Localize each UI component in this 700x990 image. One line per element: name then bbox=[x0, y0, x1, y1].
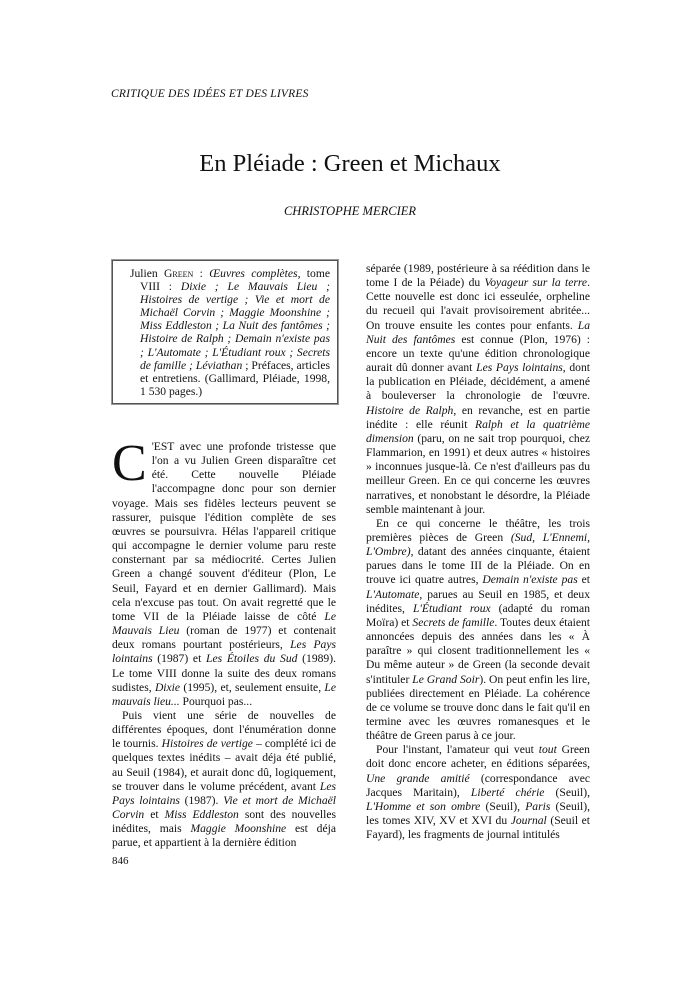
italic-title: Vie et mort de Michaël Corvin bbox=[112, 793, 336, 822]
right-column bbox=[366, 262, 590, 842]
italic-title: Les Pays lointains bbox=[476, 361, 563, 375]
book-notice bbox=[130, 267, 330, 398]
paragraph-text bbox=[366, 262, 590, 516]
paragraph bbox=[112, 709, 336, 851]
text-run: sont des nouvelles inédites, mais bbox=[112, 808, 336, 836]
italic-title: Une grande amitié bbox=[366, 771, 470, 785]
text-run: Pour l'instant, l'amateur qui veut bbox=[376, 743, 539, 757]
text-run: (correspondance avec Jacques Maritain), bbox=[366, 771, 591, 799]
italic-title: L'Étudiant roux bbox=[412, 601, 491, 615]
text-run: , datant des années cinquante, étaient parues dans le tome III de la Pléiade. On en trouve ici quatre autres, bbox=[366, 545, 590, 587]
text-run: . Toutes deux étaient annoncées depuis des années dans les « À paraître » qui closent traditionnellement les « Du même auteur » de Green (la seconde devait s'intituler bbox=[366, 615, 590, 686]
notice-titles: Dixie ; Le Mauvais Lieu ; Histoires de vertige ; Vie et mort de Michaël Corvin ; Maggie Moonshine ; Miss Eddleston ; La Nuit des fantômes ; Histoire de Ralph ; Demain n'existe pas ; L'Automate ; L'Étudiant roux ; Secrets de famille ; Léviathan bbox=[140, 280, 330, 372]
italic-title: Maggie Moonshine bbox=[190, 822, 287, 836]
text-run: (1987) et bbox=[152, 652, 207, 666]
text-run: (Seuil et Fayard), les fragments de journal intitulés bbox=[366, 814, 590, 842]
italic-title: Le mauvais lieu... bbox=[112, 680, 337, 708]
text-run: Green doit donc encore acheter, en éditions séparées, bbox=[366, 743, 590, 771]
book-notice-text bbox=[130, 267, 330, 398]
text-run: (Seuil), bbox=[480, 799, 526, 813]
text-run: 'EST avec une profonde tristesse que l'on a vu Julien Green disparaître cet été. Cette nouvelle Pléiade l'accompagne donc pour son dernier voyage. Mais ses fidèles lecteurs peuvent se rassurer, puisque l'édition complète de ses œuvres se poursuivra. Hélas l'appareil critique qui accompagne le dernier volume paru reste consternant par sa médiocrité. Certes Julien Green a changé souvent d'éditeur (Plon, Le Seuil, Fayard et en dernier Gallimard). Mais cela n'excuse pas tout. On avait regretté que le tome VII de la Pléiade laisse de côté bbox=[112, 440, 336, 623]
text-run: (Seuil), les tomes XIV, XV et XVI du bbox=[366, 799, 590, 828]
italic-title: Demain n'existe pas bbox=[482, 573, 578, 587]
italic-title: Voyageur sur la terre bbox=[484, 276, 588, 290]
italic-title: Journal bbox=[510, 814, 547, 828]
italic-title: Les Étoiles du Sud bbox=[206, 652, 298, 666]
italic-title: Miss Eddleston bbox=[164, 808, 239, 822]
paragraph bbox=[366, 517, 590, 744]
text-run: (1995), et, seulement ensuite, bbox=[180, 680, 325, 694]
text-run: , parues au Seuil en 1985, et deux inédites, bbox=[366, 587, 590, 615]
text-run: est déja parue, et appartient à la dernière édition bbox=[112, 822, 336, 850]
text-run: (Seuil), bbox=[544, 785, 590, 799]
text-run: . Cette nouvelle est donc ici esseulée, orpheline du recueil qui l'avait provisoirement abritée... On trouve ensuite les contes pour enfants. bbox=[366, 276, 590, 332]
paragraph-text bbox=[112, 709, 336, 849]
italic-title: Histoires de vertige bbox=[161, 737, 253, 751]
text-run: – complété ici de quelques textes inédits – avait déja été publié, au Seuil (1984), et aurait donc dû, logiquement, se trouver dans le volume précédent, avant bbox=[112, 737, 336, 793]
text-run: (1989). Le tome VIII donne la suite des deux romans sudistes, bbox=[112, 652, 336, 694]
notice-work: Œuvres complètes bbox=[209, 267, 298, 280]
italic-title: Les Pays lointains bbox=[112, 779, 336, 807]
text-run: Puis vient une série de nouvelles de différentes époques, dont l'énumération donne le tournis. bbox=[112, 708, 336, 751]
italic-title: Le Mauvais Lieu bbox=[112, 609, 336, 638]
article-title: En Pléiade : Green et Michaux bbox=[199, 150, 501, 177]
page-number: 846 bbox=[112, 855, 129, 867]
text-run: (roman de 1977) et contenait deux romans pourtant postérieurs, bbox=[112, 624, 337, 652]
text-run: , en revanche, est en partie inédite : elle réunit bbox=[366, 403, 590, 431]
notice-separator: : bbox=[193, 267, 210, 280]
notice-author-last: Green bbox=[164, 267, 194, 280]
text-run: (1987). bbox=[179, 793, 224, 807]
italic-title: Paris bbox=[525, 799, 551, 813]
notice-volume: , tome VIII : bbox=[140, 267, 330, 294]
paragraph bbox=[366, 743, 590, 842]
notice-rest: ; Préfaces, articles et entretiens. (Gallimard, Pléiade, 1998, 1 530 pages.) bbox=[140, 358, 330, 398]
italic-title: La Nuit des fantômes bbox=[366, 318, 590, 346]
text-run: (paru, on ne sait trop pourquoi, chez Flammarion, en 1991) et deux autres « histoires » inconnues jusque-là. Ce n'est d'ailleurs pas du meilleur Green. En ce qui concerne les œuvres narratives, et nonobstant le désordre, la Pléiade semble maintenant à jour. bbox=[366, 431, 590, 516]
italic-title: Histoire de Ralph bbox=[366, 403, 454, 417]
book-notice-box bbox=[112, 260, 338, 404]
paragraph-text bbox=[366, 743, 590, 841]
left-column bbox=[112, 435, 337, 851]
text-run: ). On peut enfin les lire, publiées directement en Pléiade. La cohérence de ce volume se trouve donc dans le fait qu'il en termine avec les œuvres romanesques et le théâtre de Green parus à ce jour. bbox=[366, 672, 590, 743]
running-head: CRITIQUE DES IDÉES ET DES LIVRES bbox=[111, 88, 309, 100]
article-author: CHRISTOPHE MERCIER bbox=[283, 204, 417, 218]
italic-title: Liberté chérie bbox=[470, 785, 545, 799]
italic-title: L'Automate bbox=[366, 587, 420, 601]
italic-title: tout bbox=[538, 743, 557, 757]
paragraph bbox=[366, 262, 590, 517]
paragraph bbox=[112, 435, 337, 709]
paragraph-text bbox=[366, 517, 590, 742]
italic-title: Dixie bbox=[154, 680, 181, 694]
text-run: et bbox=[577, 573, 590, 587]
text-run: En ce qui concerne le théâtre, les trois premières pièces de Green bbox=[366, 516, 590, 544]
text-run: Pourquoi pas... bbox=[179, 694, 253, 708]
text-run: (adapté du roman Moïra) et bbox=[366, 601, 590, 629]
italic-title: Secrets de famille bbox=[412, 615, 495, 629]
notice-author-first: Julien bbox=[130, 267, 165, 280]
text-run: séparée (1989, postérieure à sa réédition dans le tome I de la Péiade) du bbox=[366, 262, 590, 290]
text-run: , dont la publication en Pléiade, décidément, a amené à bouleverser la chronologie de l'œuvre. bbox=[366, 361, 590, 403]
italic-title: Les Pays lointains bbox=[112, 638, 336, 666]
italic-title: (Sud, L'Ennemi, L'Ombre) bbox=[366, 530, 590, 559]
drop-cap: C bbox=[112, 435, 147, 492]
italic-title: L'Homme et son ombre bbox=[366, 799, 481, 813]
italic-title: Ralph et la quatrième dimension bbox=[366, 417, 590, 445]
text-run: et bbox=[144, 808, 165, 822]
text-run: est connue (Plon, 1976) : encore un texte qu'une édition chronologique aurait dû donner avant bbox=[366, 332, 590, 375]
italic-title: Le Grand Soir bbox=[412, 672, 480, 686]
